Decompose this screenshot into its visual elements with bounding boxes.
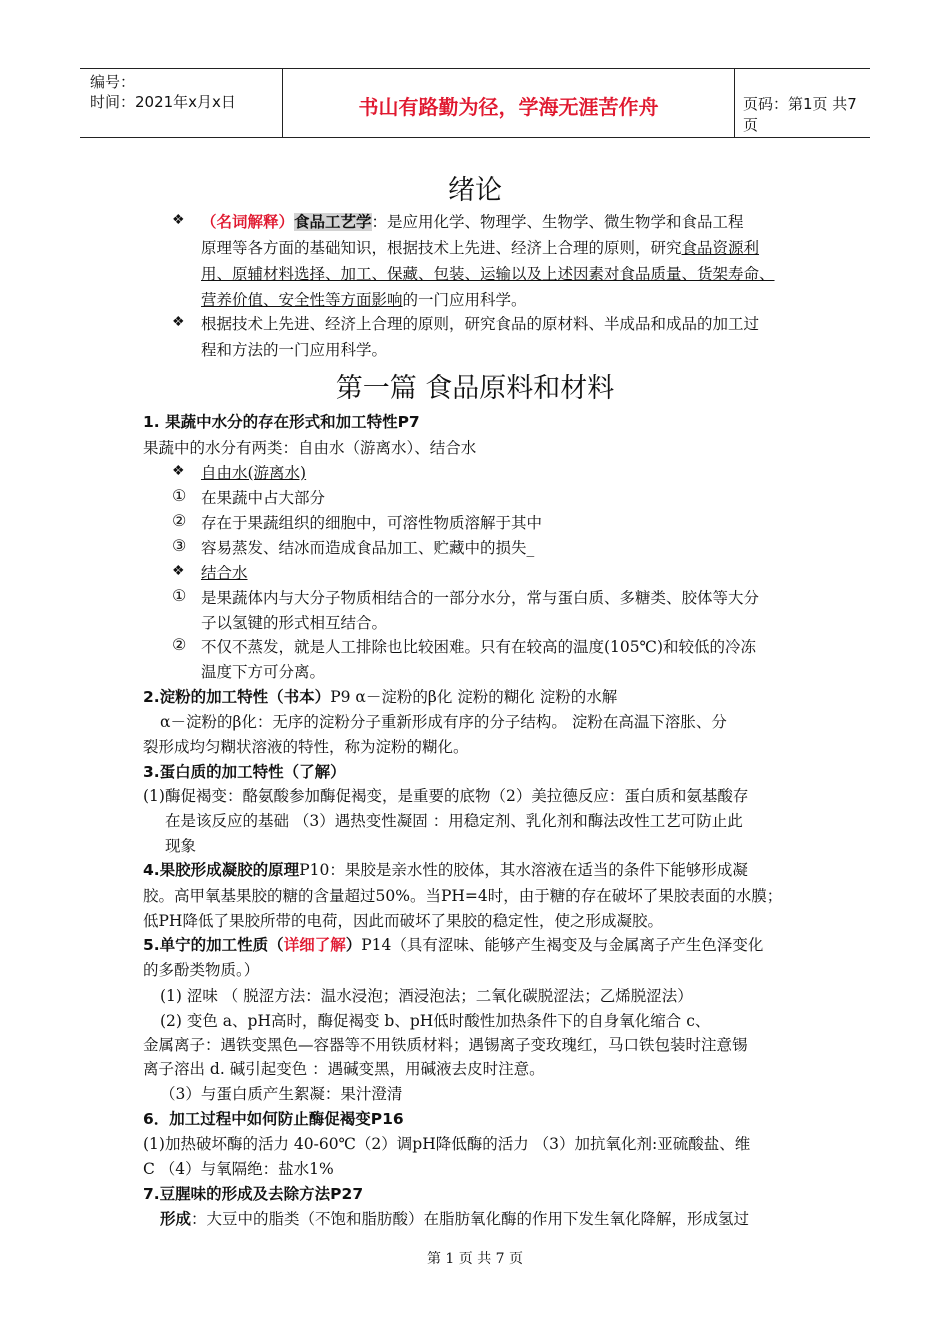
s1-bound-1a: 是果蔬体内与大分子物质相结合的一部分水分，常与蛋白质、多糖类、胶体等大分 — [201, 589, 760, 607]
s5-line6: 离子溶出 d. 碱引起变色 ：遇碱变黑，用碱液去皮时注意。 — [143, 1060, 545, 1078]
circled-one: ① — [172, 586, 187, 605]
circled-one: ① — [172, 486, 187, 505]
s1-heading: 1. 果蔬中水分的存在形式和加工特性P7 — [143, 413, 420, 431]
s1-free-1: 在果蔬中占大部分 — [201, 489, 326, 507]
intro-b1-line2: 原理等各方面的基础知识，根据技术上先进、经济上合理的原则，研究食品资源利 — [201, 239, 760, 257]
header-left-cell — [80, 69, 283, 137]
header-motto-cell — [283, 69, 735, 137]
intro-b1-line1: （名词解释）食品工艺学：是应用化学、物理学、生物学、微生物学和食品工程 — [201, 213, 744, 231]
s1-bound-title: 结合水 — [201, 564, 248, 582]
s5-line3: (1) 涩味 （ 脱涩方法：温水浸泡；酒浸泡法；二氧化碳脱涩法；乙烯脱涩法） — [160, 987, 693, 1005]
circled-two: ② — [172, 635, 187, 654]
s1-free-3: 容易蒸发、结冰而造成食品加工、贮藏中的损失_ — [201, 539, 535, 557]
s1-free-title: 自由水(游离水) — [201, 464, 307, 482]
s6-heading: 6．加工过程中如何防止酶促褐变P16 — [143, 1110, 404, 1128]
s1-bound-2b: 温度下方可分离。 — [201, 663, 326, 681]
bullet-icon: ❖ — [172, 463, 185, 479]
s3-line3: 现象 — [165, 837, 197, 855]
s4-line1: 4.果胶形成凝胶的原理P10：果胶是亲水性的胶体，其水溶液在适当的条件下能够形成凝 — [143, 861, 748, 879]
s3-heading: 3.蛋白质的加工特性（了解） — [143, 763, 346, 781]
s3-line1: (1)酶促褐变：酪氨酸参加酶促褐变，是重要的底物（2）美拉德反应：蛋白质和氨基酸存 — [143, 787, 749, 805]
time-label: 时间：2021年x月x日 — [90, 93, 236, 111]
intro-b2-line2: 程和方法的一门应用科学。 — [201, 341, 388, 359]
s2-line1: α－淀粉的β化：无序的淀粉分子重新形成有序的分子结构。 淀粉在高温下溶胀、分 — [160, 713, 727, 731]
page-label: 页码：第1页 共7页 — [743, 95, 857, 134]
s2-line2: 裂形成均匀糊状溶液的特性，称为淀粉的糊化。 — [143, 738, 469, 756]
s7-heading: 7.豆腥味的形成及去除方法P27 — [143, 1185, 364, 1203]
intro-b2-line1: 根据技术上先进、经济上合理的原则，研究食品的原材料、半成品和成品的加工过 — [201, 315, 760, 333]
page-footer: 第 1 页 共 7 页 — [426, 1251, 524, 1267]
s6-line1: (1)加热破坏酶的活力 40-60℃（2）调pH降低酶的活力 （3）加抗氧化剂:亚硫酸盐、维 — [143, 1135, 751, 1153]
s1-intro: 果蔬中的水分有两类：自由水（游离水）、结合水 — [143, 439, 477, 457]
s5-line4: (2) 变色 a、pH高时，酶促褐变 b、pH低时酸性加热条件下的自身氧化缩合 c、 — [160, 1012, 711, 1030]
s1-bound-2a: 不仅不蒸发，就是人工排除也比较困难。只有在较高的温度(105℃)和较低的冷冻 — [201, 638, 757, 656]
intro-b1-line4: 营养价值、安全性等方面影响的一门应用科学。 — [201, 291, 527, 309]
header-page-cell — [735, 69, 870, 137]
bullet-icon: ❖ — [172, 314, 185, 330]
s2-heading: 2.淀粉的加工特性（书本）P9 α－淀粉的β化 淀粉的糊化 淀粉的水解 — [143, 688, 618, 706]
circled-three: ③ — [172, 536, 187, 555]
bullet-icon: ❖ — [172, 563, 185, 579]
s4-line2: 胶。高甲氧基果胶的糖的含量超过50%。当PH=4时，由于糖的存在破坏了果胶表面的水膜； — [143, 887, 783, 905]
s5-line1: 5.单宁的加工性质（详细了解）P14（具有涩味、能够产生褐变及与金属离子产生色泽变化 — [143, 936, 764, 954]
s1-bound-1b: 子以氢键的形式相互结合。 — [201, 614, 388, 632]
s5-line7: （3）与蛋白质产生絮凝：果汁澄清 — [160, 1085, 403, 1103]
s5-line5: 金属离子：遇铁变黑色—容器等不用铁质材料；遇锡离子变玫瑰红，马口铁包装时注意锡 — [143, 1036, 748, 1054]
header-table — [80, 68, 870, 138]
part1-title: 第一篇 食品原料和材料 — [335, 373, 615, 404]
s5-line2: 的多酚类物质。） — [143, 961, 260, 979]
intro-title: 绪论 — [448, 175, 502, 206]
motto: 书山有路勤为径，学海无涯苦作舟 — [358, 95, 659, 119]
s1-free-2: 存在于果蔬组织的细胞中，可溶性物质溶解于其中 — [201, 514, 543, 532]
s4-line3: 低PH降低了果胶所带的电荷，因此而破坏了果胶的稳定性，使之形成凝胶。 — [143, 912, 663, 930]
bullet-icon: ❖ — [172, 212, 185, 228]
circled-two: ② — [172, 511, 187, 530]
intro-b1-line3: 用、原辅材料选择、加工、保藏、包装、运输以及上述因素对食品质量、货架寿命、 — [201, 265, 775, 283]
number-label: 编号： — [90, 73, 136, 91]
s3-line2: 在是该反应的基础 （3）遇热变性凝固 ：用稳定剂、乳化剂和酶法改性工艺可防止此 — [165, 812, 743, 830]
s6-line2: C （4）与氧隔绝：盐水1% — [143, 1160, 334, 1178]
s7-line1: 形成：大豆中的脂类（不饱和脂肪酸）在脂肪氧化酶的作用下发生氧化降解，形成氢过 — [160, 1210, 750, 1228]
